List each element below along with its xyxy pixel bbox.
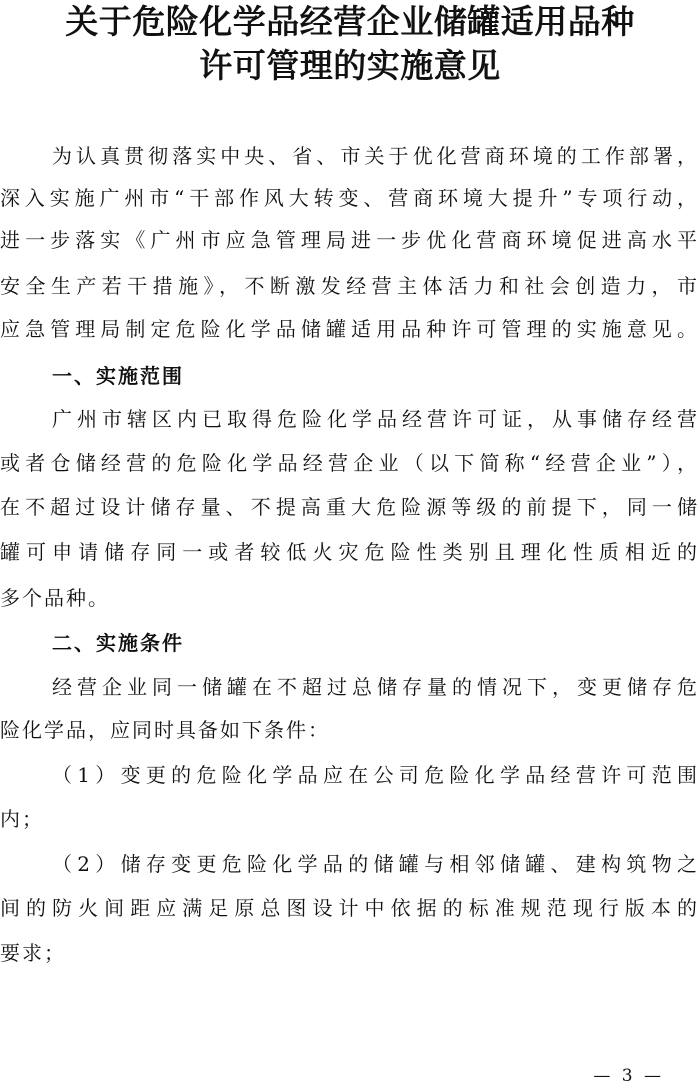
page-number: — 3 — xyxy=(593,1066,664,1086)
paragraph-line: （2）储存变更危险化学品的储罐与相邻储罐、建构筑物之 xyxy=(52,852,697,876)
paragraph-line: 或者仓储经营的危险化学品经营企业（以下简称“经营企业”）， xyxy=(0,451,697,475)
paragraph-line: 广州市辖区内已取得危险化学品经营许可证，从事储存经营 xyxy=(52,407,697,431)
paragraph-line: 应急管理局制定危险化学品储罐适用品种许可管理的实施意见。 xyxy=(0,317,697,341)
paragraph-line: 要求； xyxy=(0,941,66,965)
paragraph-line: 在不超过设计储存量、不提高重大危险源等级的前提下，同一储 xyxy=(0,495,697,519)
paragraph-line: 深入实施广州市“干部作风大转变、营商环境大提升”专项行动， xyxy=(0,186,697,210)
title-line-2: 许可管理的实施意见 xyxy=(199,46,501,85)
paragraph-line: 多个品种。 xyxy=(0,586,110,610)
paragraph-line: 罐可申请储存同一或者较低火灾危险性类别且理化性质相近的 xyxy=(0,540,697,564)
section-heading-scope: 一、实施范围 xyxy=(52,364,184,388)
paragraph-line: 内； xyxy=(0,807,44,831)
paragraph-line: 为认真贯彻落实中央、省、市关于优化营商环境的工作部署， xyxy=(52,144,697,168)
paragraph-line: 险化学品，应同时具备如下条件： xyxy=(0,718,330,742)
paragraph-line: 进一步落实《广州市应急管理局进一步优化营商环境促进高水平 xyxy=(0,228,697,252)
section-heading-conditions: 二、实施条件 xyxy=(52,631,184,655)
paragraph-line: 安全生产若干措施》，不断激发经营主体活力和社会创造力，市 xyxy=(0,274,697,298)
paragraph-line: 间的防火间距应满足原总图设计中依据的标准规范现行版本的 xyxy=(0,896,697,920)
paragraph-line: （1）变更的危险化学品应在公司危险化学品经营许可范围 xyxy=(52,763,697,787)
title-line-1: 关于危险化学品经营企业储罐适用品种 xyxy=(65,2,635,41)
paragraph-line: 经营企业同一储罐在不超过总储存量的情况下，变更储存危 xyxy=(52,675,697,699)
